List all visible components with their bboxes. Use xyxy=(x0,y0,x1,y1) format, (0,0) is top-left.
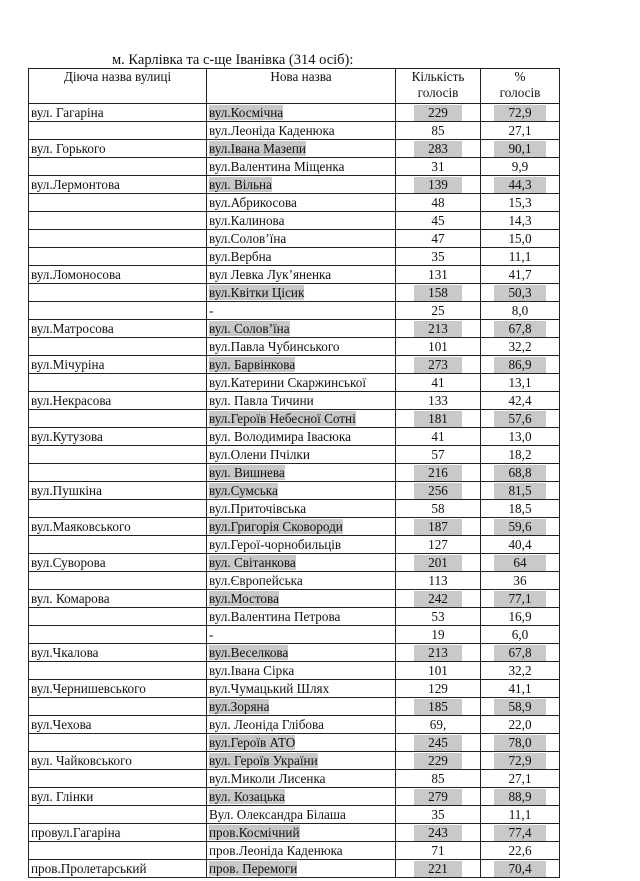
votes-count: 221 xyxy=(396,860,481,878)
votes-count: 45 xyxy=(396,212,481,230)
old-street-name xyxy=(29,806,207,824)
table-row xyxy=(29,464,560,482)
new-street-name: вул.Європейська xyxy=(207,572,396,590)
new-street-name: вул.Сумська xyxy=(207,482,396,500)
votes-percent: 70,4 xyxy=(481,860,560,878)
new-street-name: вул.Павла Чубинського xyxy=(207,338,396,356)
old-street-name: вул.Кутузова xyxy=(29,428,207,446)
votes-percent: 50,3 xyxy=(481,284,560,302)
new-street-name: вул.Григорія Сковороди xyxy=(207,518,396,536)
votes-percent: 32,2 xyxy=(481,662,560,680)
votes-percent: 11,1 xyxy=(481,806,560,824)
old-street-name: вул.Суворова xyxy=(29,554,207,572)
table-row xyxy=(29,104,560,122)
table-body xyxy=(29,104,560,878)
votes-count: 229 xyxy=(396,752,481,770)
votes-percent: 77,1 xyxy=(481,590,560,608)
table-row xyxy=(29,392,560,410)
old-street-name: вул. Чайковського xyxy=(29,752,207,770)
new-street-name: вул.Герої-чорнобильців xyxy=(207,536,396,554)
old-street-name: вул.Некрасова xyxy=(29,392,207,410)
votes-count: 245 xyxy=(396,734,481,752)
old-street-name xyxy=(29,122,207,140)
new-street-name: вул.Івана Сірка xyxy=(207,662,396,680)
old-street-name xyxy=(29,248,207,266)
old-street-name xyxy=(29,842,207,860)
new-street-name: вул.Валентина Міщенка xyxy=(207,158,396,176)
votes-percent: 88,9 xyxy=(481,788,560,806)
votes-count: 213 xyxy=(396,320,481,338)
table-row xyxy=(29,788,560,806)
new-street-name: вул.Калинова xyxy=(207,212,396,230)
table-row xyxy=(29,824,560,842)
new-street-name: вул.Веселкова xyxy=(207,644,396,662)
table-row xyxy=(29,446,560,464)
old-street-name: вул.Маяковського xyxy=(29,518,207,536)
votes-count: 48 xyxy=(396,194,481,212)
new-street-name: пров.Космічний xyxy=(207,824,396,842)
old-street-name: вул. Комарова xyxy=(29,590,207,608)
header-percent: % голосів xyxy=(481,69,560,104)
votes-count: 139 xyxy=(396,176,481,194)
votes-percent: 67,8 xyxy=(481,644,560,662)
votes-count: 101 xyxy=(396,338,481,356)
voting-results-table xyxy=(28,68,560,878)
votes-count: 47 xyxy=(396,230,481,248)
new-street-name: вул.Героїв АТО xyxy=(207,734,396,752)
votes-percent: 15,0 xyxy=(481,230,560,248)
table-row xyxy=(29,212,560,230)
table-row xyxy=(29,590,560,608)
old-street-name xyxy=(29,302,207,320)
header-votes: Кількість голосів xyxy=(396,69,481,104)
new-street-name: вул. Леоніда Глібова xyxy=(207,716,396,734)
table-row xyxy=(29,158,560,176)
votes-percent: 44,3 xyxy=(481,176,560,194)
new-street-name: Вул. Олександра Білаша xyxy=(207,806,396,824)
new-street-name: вул.Приточівська xyxy=(207,500,396,518)
new-street-name: вул. Козацька xyxy=(207,788,396,806)
old-street-name xyxy=(29,230,207,248)
votes-count: 127 xyxy=(396,536,481,554)
votes-count: 187 xyxy=(396,518,481,536)
votes-count: 113 xyxy=(396,572,481,590)
votes-percent: 78,0 xyxy=(481,734,560,752)
votes-percent: 57,6 xyxy=(481,410,560,428)
table-row xyxy=(29,572,560,590)
votes-percent: 72,9 xyxy=(481,752,560,770)
votes-count: 273 xyxy=(396,356,481,374)
table-row xyxy=(29,140,560,158)
old-street-name: вул.Лермонтова xyxy=(29,176,207,194)
old-street-name xyxy=(29,608,207,626)
new-street-name: пров. Перемоги xyxy=(207,860,396,878)
votes-percent: 72,9 xyxy=(481,104,560,122)
old-street-name: вул.Ломоносова xyxy=(29,266,207,284)
old-street-name: провул.Гагаріна xyxy=(29,824,207,842)
old-street-name xyxy=(29,158,207,176)
new-street-name: вул.Мостова xyxy=(207,590,396,608)
old-street-name xyxy=(29,446,207,464)
old-street-name xyxy=(29,464,207,482)
table-row xyxy=(29,482,560,500)
votes-percent: 90,1 xyxy=(481,140,560,158)
votes-count: 101 xyxy=(396,662,481,680)
votes-percent: 22,0 xyxy=(481,716,560,734)
new-street-name: вул.Героїв Небесної Сотні xyxy=(207,410,396,428)
new-street-name: вул.Миколи Лисенка xyxy=(207,770,396,788)
votes-percent: 27,1 xyxy=(481,770,560,788)
new-street-name: - xyxy=(207,302,396,320)
old-street-name: вул.Матросова xyxy=(29,320,207,338)
old-street-name xyxy=(29,374,207,392)
votes-count: 243 xyxy=(396,824,481,842)
votes-count: 201 xyxy=(396,554,481,572)
table-header-row xyxy=(29,69,560,104)
votes-count: 85 xyxy=(396,770,481,788)
document-caption: м. Карлівка та с-ще Іванівка (314 осіб): xyxy=(112,52,354,68)
old-street-name xyxy=(29,770,207,788)
old-street-name xyxy=(29,194,207,212)
new-street-name: вул. Солов’їна xyxy=(207,320,396,338)
votes-count: 216 xyxy=(396,464,481,482)
votes-percent: 6,0 xyxy=(481,626,560,644)
old-street-name xyxy=(29,734,207,752)
votes-percent: 41,1 xyxy=(481,680,560,698)
votes-percent: 86,9 xyxy=(481,356,560,374)
votes-percent: 59,6 xyxy=(481,518,560,536)
votes-count: 129 xyxy=(396,680,481,698)
new-street-name: вул. Світанкова xyxy=(207,554,396,572)
new-street-name: вул.Абрикосова xyxy=(207,194,396,212)
votes-percent: 18,2 xyxy=(481,446,560,464)
table-row xyxy=(29,626,560,644)
votes-count: 242 xyxy=(396,590,481,608)
table-row xyxy=(29,230,560,248)
old-street-name: вул. Глінки xyxy=(29,788,207,806)
table-row xyxy=(29,356,560,374)
votes-percent: 81,5 xyxy=(481,482,560,500)
table-row xyxy=(29,176,560,194)
votes-percent: 58,9 xyxy=(481,698,560,716)
table-row xyxy=(29,554,560,572)
old-street-name: вул.Чехова xyxy=(29,716,207,734)
table-row xyxy=(29,644,560,662)
votes-percent: 9,9 xyxy=(481,158,560,176)
table-row xyxy=(29,194,560,212)
old-street-name xyxy=(29,626,207,644)
votes-count: 71 xyxy=(396,842,481,860)
new-street-name: вул.Солов’їна xyxy=(207,230,396,248)
old-street-name xyxy=(29,698,207,716)
votes-percent: 77,4 xyxy=(481,824,560,842)
old-street-name xyxy=(29,410,207,428)
votes-percent: 64 xyxy=(481,554,560,572)
votes-percent: 18,5 xyxy=(481,500,560,518)
old-street-name: пров.Пролетарський xyxy=(29,860,207,878)
new-street-name: вул. Володимира Івасюка xyxy=(207,428,396,446)
votes-count: 133 xyxy=(396,392,481,410)
table-row xyxy=(29,338,560,356)
table-row xyxy=(29,284,560,302)
votes-percent: 8,0 xyxy=(481,302,560,320)
table-row xyxy=(29,500,560,518)
votes-percent: 67,8 xyxy=(481,320,560,338)
new-street-name: вул.Леоніда Каденюка xyxy=(207,122,396,140)
old-street-name: вул.Мічуріна xyxy=(29,356,207,374)
old-street-name: вул. Гагаріна xyxy=(29,104,207,122)
header-new-name: Нова назва xyxy=(207,69,396,104)
votes-count: 185 xyxy=(396,698,481,716)
table-row xyxy=(29,734,560,752)
votes-count: 58 xyxy=(396,500,481,518)
new-street-name: вул.Квітки Цісик xyxy=(207,284,396,302)
votes-count: 35 xyxy=(396,248,481,266)
table-row xyxy=(29,374,560,392)
new-street-name: вул.Івана Мазепи xyxy=(207,140,396,158)
new-street-name: вул. Барвінкова xyxy=(207,356,396,374)
new-street-name: вул. Вільна xyxy=(207,176,396,194)
votes-count: 213 xyxy=(396,644,481,662)
votes-percent: 27,1 xyxy=(481,122,560,140)
new-street-name: вул.Катерини Скаржинської xyxy=(207,374,396,392)
table-row xyxy=(29,248,560,266)
new-street-name: вул.Чумацький Шлях xyxy=(207,680,396,698)
votes-percent: 22,6 xyxy=(481,842,560,860)
table-row xyxy=(29,752,560,770)
votes-count: 31 xyxy=(396,158,481,176)
votes-count: 131 xyxy=(396,266,481,284)
votes-percent: 40,4 xyxy=(481,536,560,554)
table-row xyxy=(29,842,560,860)
votes-count: 158 xyxy=(396,284,481,302)
table-row xyxy=(29,518,560,536)
old-street-name: вул.Пушкіна xyxy=(29,482,207,500)
votes-count: 181 xyxy=(396,410,481,428)
table-row xyxy=(29,806,560,824)
header-old-name: Діюча назва вулиці xyxy=(29,69,207,104)
votes-count: 19 xyxy=(396,626,481,644)
votes-count: 279 xyxy=(396,788,481,806)
table-row xyxy=(29,770,560,788)
votes-percent: 32,2 xyxy=(481,338,560,356)
old-street-name: вул. Горького xyxy=(29,140,207,158)
old-street-name xyxy=(29,572,207,590)
new-street-name: - xyxy=(207,626,396,644)
votes-percent: 13,0 xyxy=(481,428,560,446)
new-street-name: вул.Космічна xyxy=(207,104,396,122)
table-row xyxy=(29,680,560,698)
new-street-name: вул.Олени Пчілки xyxy=(207,446,396,464)
votes-percent: 41,7 xyxy=(481,266,560,284)
old-street-name xyxy=(29,212,207,230)
votes-count: 41 xyxy=(396,428,481,446)
old-street-name xyxy=(29,284,207,302)
old-street-name: вул.Чернишевського xyxy=(29,680,207,698)
votes-count: 85 xyxy=(396,122,481,140)
votes-percent: 42,4 xyxy=(481,392,560,410)
votes-percent: 36 xyxy=(481,572,560,590)
votes-count: 69, xyxy=(396,716,481,734)
new-street-name: вул. Героїв України xyxy=(207,752,396,770)
new-street-name: вул Левка Лук’яненка xyxy=(207,266,396,284)
votes-count: 25 xyxy=(396,302,481,320)
new-street-name: вул.Вербна xyxy=(207,248,396,266)
votes-percent: 68,8 xyxy=(481,464,560,482)
new-street-name: вул. Павла Тичини xyxy=(207,392,396,410)
new-street-name: вул. Вишнева xyxy=(207,464,396,482)
table-row xyxy=(29,536,560,554)
table-row xyxy=(29,428,560,446)
table-row xyxy=(29,122,560,140)
new-street-name: вул.Зоряна xyxy=(207,698,396,716)
old-street-name xyxy=(29,536,207,554)
new-street-name: вул.Валентина Петрова xyxy=(207,608,396,626)
votes-count: 57 xyxy=(396,446,481,464)
table-row xyxy=(29,662,560,680)
table-row xyxy=(29,266,560,284)
table-row xyxy=(29,698,560,716)
votes-count: 256 xyxy=(396,482,481,500)
votes-count: 35 xyxy=(396,806,481,824)
old-street-name xyxy=(29,338,207,356)
table-row xyxy=(29,302,560,320)
old-street-name xyxy=(29,662,207,680)
votes-percent: 15,3 xyxy=(481,194,560,212)
table-row xyxy=(29,716,560,734)
votes-count: 283 xyxy=(396,140,481,158)
votes-count: 53 xyxy=(396,608,481,626)
votes-percent: 16,9 xyxy=(481,608,560,626)
new-street-name: пров.Леоніда Каденюка xyxy=(207,842,396,860)
table-row xyxy=(29,608,560,626)
table-row xyxy=(29,320,560,338)
table-row xyxy=(29,860,560,878)
old-street-name: вул.Чкалова xyxy=(29,644,207,662)
votes-percent: 11,1 xyxy=(481,248,560,266)
votes-percent: 13,1 xyxy=(481,374,560,392)
votes-percent: 14,3 xyxy=(481,212,560,230)
table-row xyxy=(29,410,560,428)
votes-count: 41 xyxy=(396,374,481,392)
old-street-name xyxy=(29,500,207,518)
votes-count: 229 xyxy=(396,104,481,122)
